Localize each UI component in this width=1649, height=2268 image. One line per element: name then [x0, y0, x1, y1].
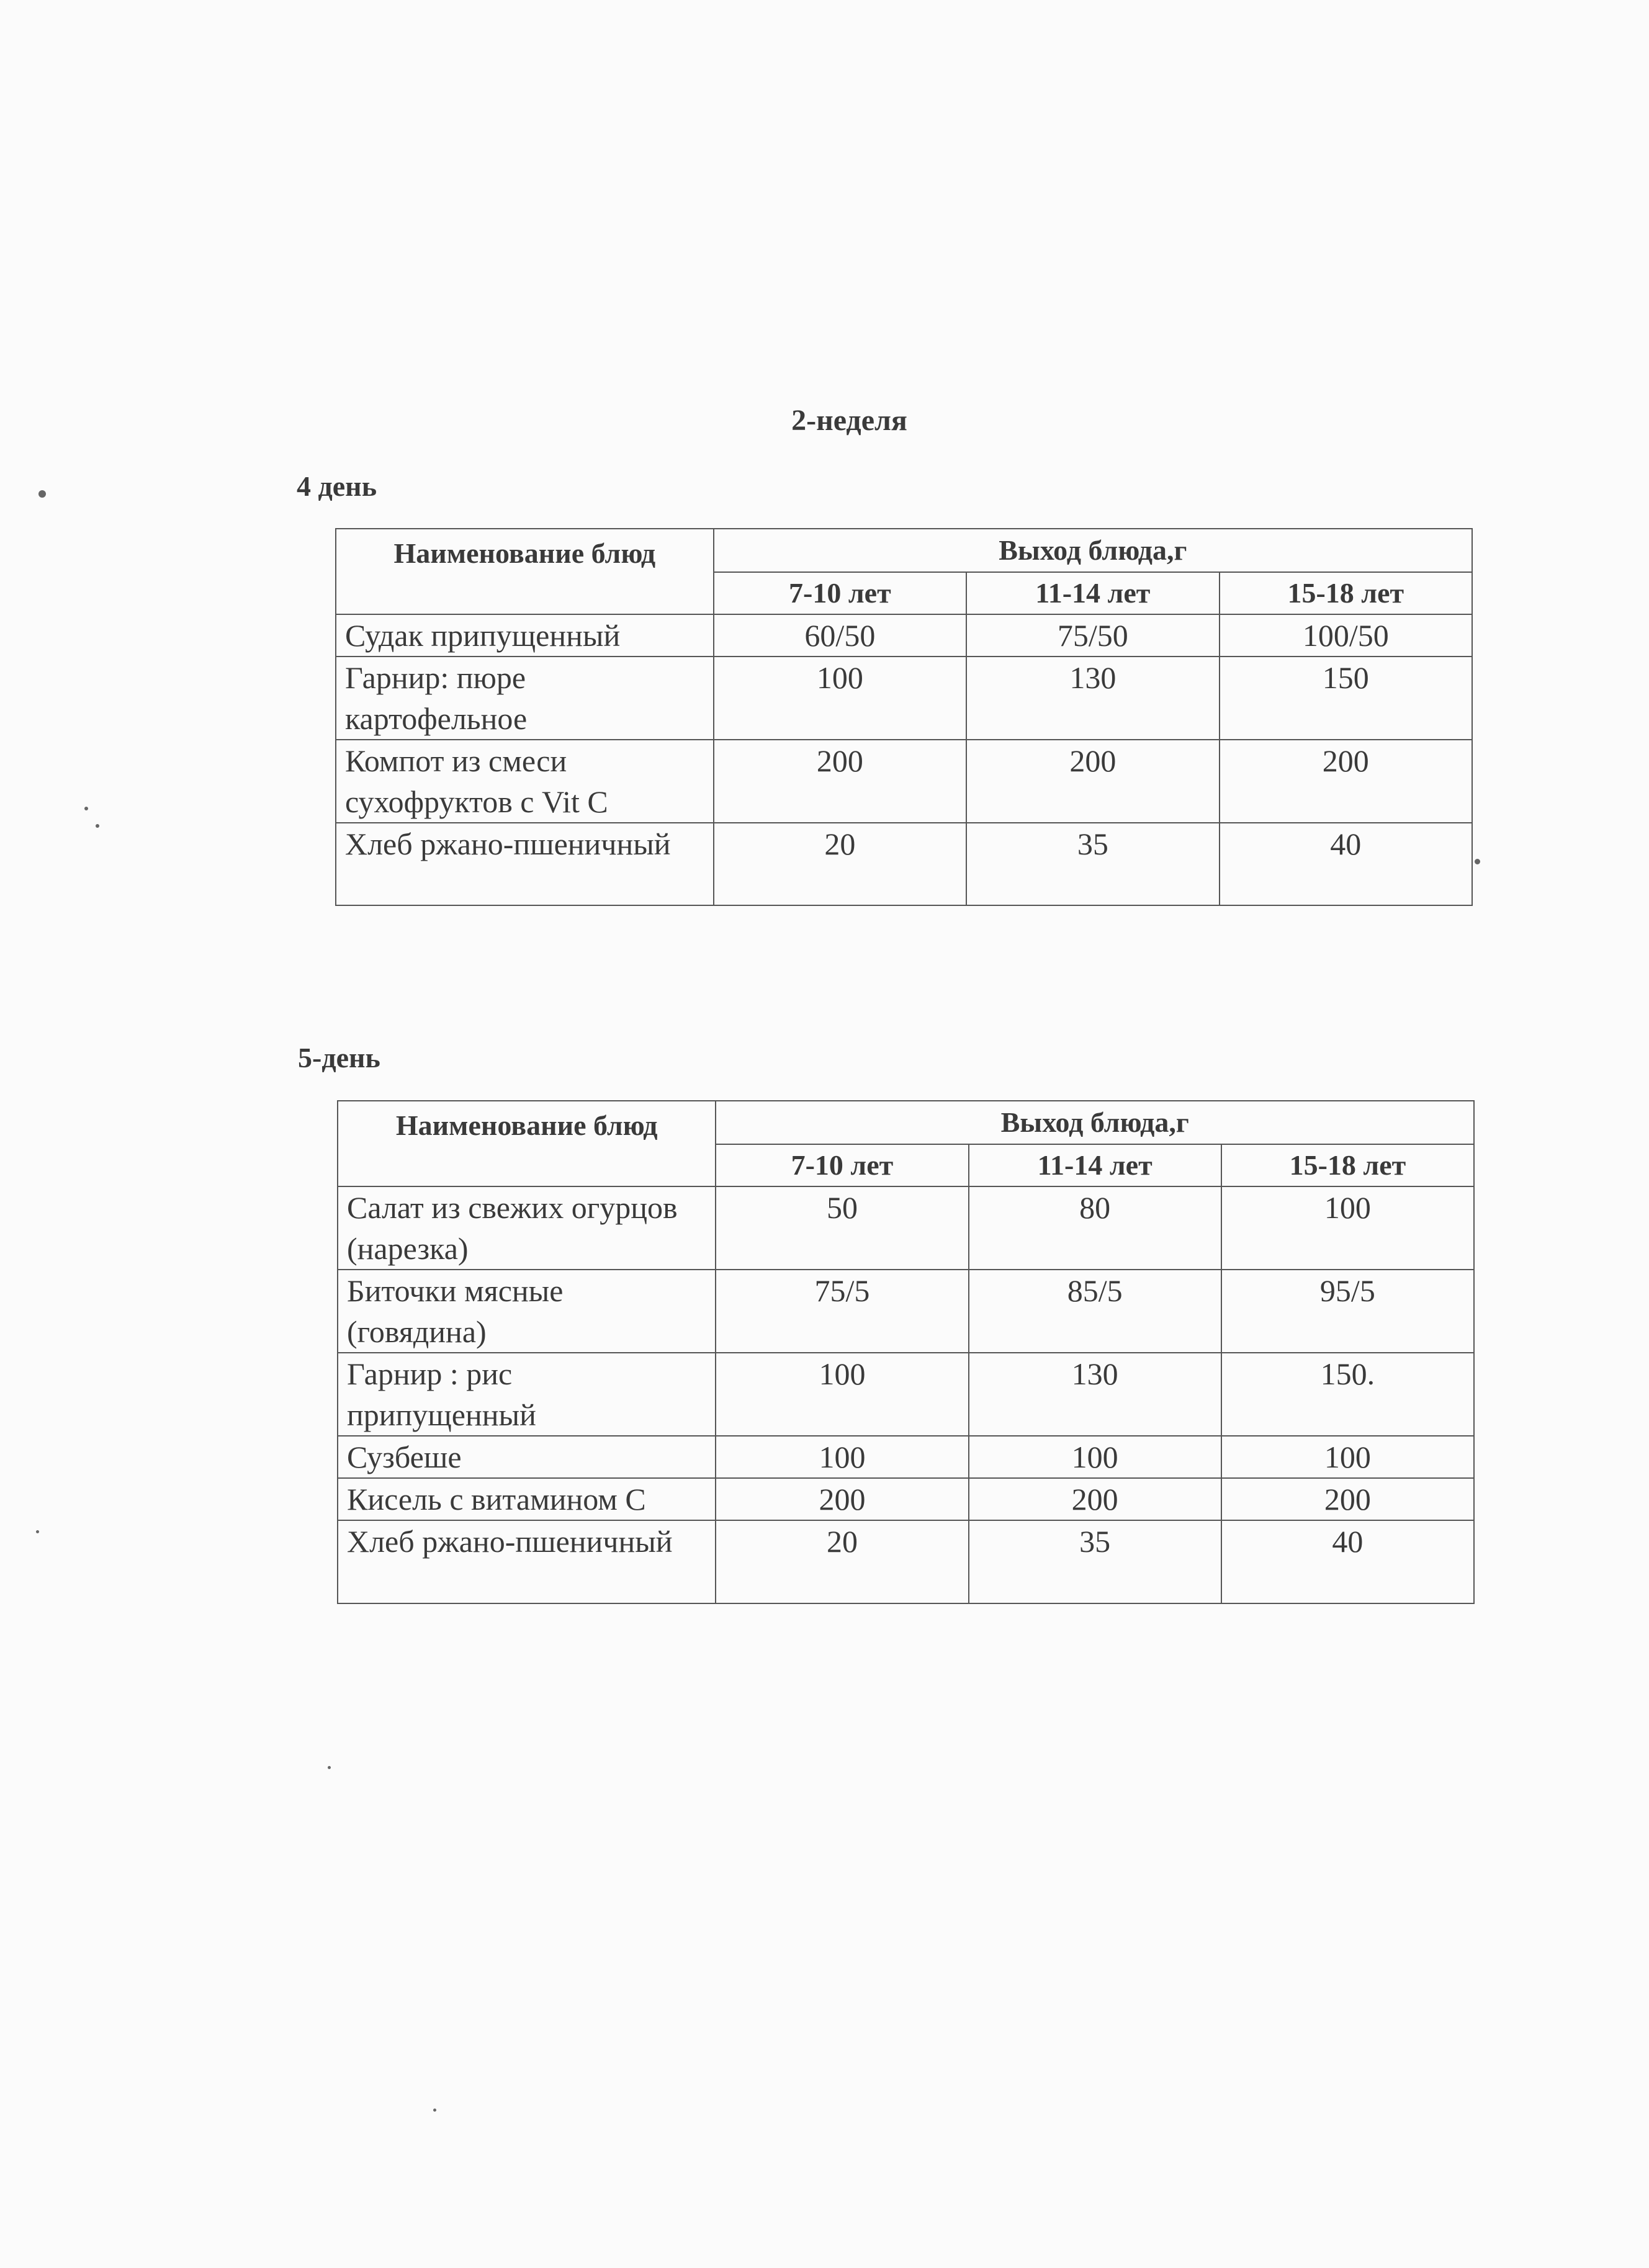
yield-header: Выход блюда,г: [714, 529, 1472, 572]
dish-name: Сузбеше: [338, 1436, 716, 1478]
yield-11-14: 85/5: [969, 1270, 1221, 1353]
yield-header: Выход блюда,г: [716, 1101, 1474, 1144]
age-header-7-10: 7-10 лет: [714, 572, 966, 614]
dish-name: Хлеб ржано-пшеничный: [336, 823, 714, 905]
table-header-row: [338, 1101, 1474, 1144]
yield-7-10: 60/50: [714, 614, 966, 657]
yield-11-14: 35: [969, 1520, 1221, 1603]
table-row: [336, 614, 1472, 657]
day-5-title: 5-день: [298, 1042, 380, 1073]
yield-11-14: 200: [966, 740, 1219, 823]
table-row: [336, 823, 1472, 905]
table-row: [338, 1520, 1474, 1603]
scan-speck: [36, 1530, 39, 1533]
dish-name-header: Наименование блюд: [336, 529, 714, 614]
yield-15-18: 40: [1221, 1520, 1474, 1603]
age-header-7-10: 7-10 лет: [716, 1144, 968, 1186]
dish-name: Гарнир : рис припущенный: [338, 1353, 716, 1436]
yield-11-14: 130: [969, 1353, 1221, 1436]
yield-7-10: 75/5: [716, 1270, 968, 1353]
age-header-11-14: 11-14 лет: [969, 1144, 1221, 1186]
yield-15-18: 200: [1220, 740, 1472, 823]
yield-15-18: 95/5: [1221, 1270, 1474, 1353]
yield-15-18: 150: [1220, 657, 1472, 740]
scan-speck: [328, 1766, 331, 1769]
dish-name: Судак припущенный: [336, 614, 714, 657]
dish-name-header: Наименование блюд: [338, 1101, 716, 1186]
table-row: [338, 1270, 1474, 1353]
yield-7-10: 200: [714, 740, 966, 823]
yield-11-14: 75/50: [966, 614, 1219, 657]
yield-7-10: 20: [714, 823, 966, 905]
scan-speck: [84, 807, 88, 810]
dish-name: Салат из свежих огурцов (нарезка): [338, 1186, 716, 1270]
table-row: [336, 657, 1472, 740]
dish-name: Кисель с витамином С: [338, 1478, 716, 1520]
yield-7-10: 20: [716, 1520, 968, 1603]
day-4-title: 4 день: [297, 470, 377, 502]
yield-15-18: 40: [1220, 823, 1472, 905]
yield-11-14: 35: [966, 823, 1219, 905]
age-header-15-18: 15-18 лет: [1220, 572, 1472, 614]
yield-15-18: 100: [1221, 1186, 1474, 1270]
yield-7-10: 50: [716, 1186, 968, 1270]
scan-speck: [38, 490, 46, 498]
table-row: [336, 740, 1472, 823]
yield-7-10: 100: [716, 1436, 968, 1478]
table-row: [338, 1353, 1474, 1436]
table-row: [338, 1436, 1474, 1478]
dish-name: Гарнир: пюре картофельное: [336, 657, 714, 740]
yield-11-14: 130: [966, 657, 1219, 740]
table-row: [338, 1478, 1474, 1520]
yield-15-18: 100/50: [1220, 614, 1472, 657]
day-4-menu-table: [335, 528, 1473, 906]
yield-11-14: 80: [969, 1186, 1221, 1270]
yield-7-10: 100: [716, 1353, 968, 1436]
table-header-row: [336, 529, 1472, 572]
page-title: 2-неделя: [791, 404, 907, 437]
yield-15-18: 200: [1221, 1478, 1474, 1520]
age-header-11-14: 11-14 лет: [966, 572, 1219, 614]
scan-speck: [1475, 859, 1480, 864]
yield-11-14: 100: [969, 1436, 1221, 1478]
dish-name: Хлеб ржано-пшеничный: [338, 1520, 716, 1603]
yield-15-18: 150.: [1221, 1353, 1474, 1436]
yield-11-14: 200: [969, 1478, 1221, 1520]
yield-15-18: 100: [1221, 1436, 1474, 1478]
scan-speck: [96, 824, 99, 828]
scan-speck: [433, 2109, 436, 2112]
yield-7-10: 100: [714, 657, 966, 740]
day-5-menu-table: [337, 1100, 1475, 1604]
dish-name: Биточки мясные (говядина): [338, 1270, 716, 1353]
age-header-15-18: 15-18 лет: [1221, 1144, 1474, 1186]
dish-name: Компот из смеси сухофруктов с Vit C: [336, 740, 714, 823]
yield-7-10: 200: [716, 1478, 968, 1520]
table-row: [338, 1186, 1474, 1270]
